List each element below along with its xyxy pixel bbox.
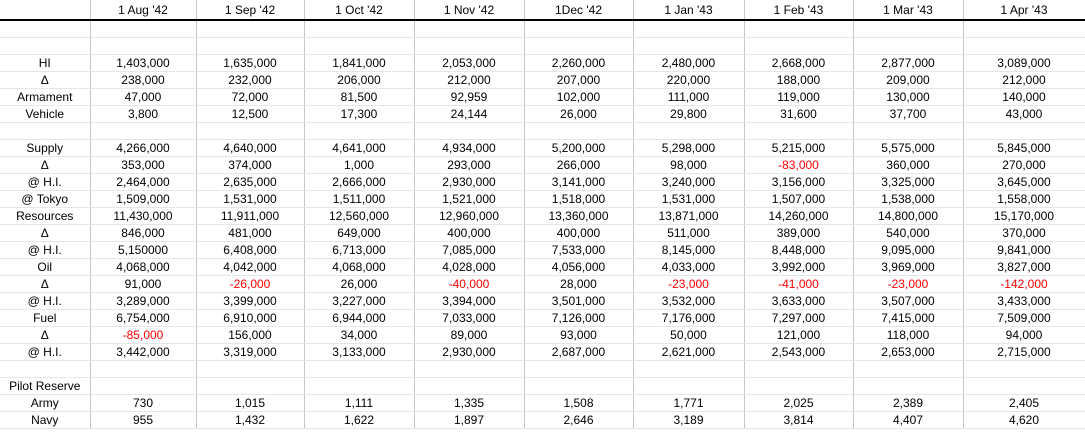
value-cell[interactable]: 955 [90,412,196,429]
value-cell[interactable]: 540,000 [853,225,963,242]
value-cell[interactable]: 2,877,000 [853,55,963,72]
empty-cell[interactable] [633,20,744,38]
empty-cell[interactable] [196,123,304,140]
header-cell[interactable]: 1 Nov '42 [414,0,524,20]
value-cell[interactable]: 7,297,000 [744,310,853,327]
empty-cell[interactable] [304,38,414,55]
table-row [0,191,1085,208]
header-cell[interactable]: 1 Aug '42 [90,0,196,20]
value-cell[interactable]: 3,633,000 [744,293,853,310]
row-label-cell[interactable]: HI [0,55,90,72]
value-cell[interactable] [304,378,414,395]
table-row [0,327,1085,344]
value-cell[interactable]: 3,501,000 [524,293,633,310]
value-cell[interactable]: 98,000 [633,157,744,174]
row-label-cell[interactable]: Army [0,395,90,412]
value-cell[interactable]: 7,085,000 [414,242,524,259]
value-cell[interactable]: 3,089,000 [963,55,1085,72]
value-cell[interactable]: 1,897 [414,412,524,429]
value-cell[interactable]: 2,687,000 [524,344,633,361]
value-cell[interactable] [744,378,853,395]
value-cell[interactable]: 3,325,000 [853,174,963,191]
value-cell[interactable]: 3,240,000 [633,174,744,191]
row-label-cell[interactable]: Supply [0,140,90,157]
value-cell[interactable]: 7,533,000 [524,242,633,259]
value-cell[interactable]: 3,227,000 [304,293,414,310]
value-cell[interactable]: 511,000 [633,225,744,242]
value-cell[interactable]: 12,560,000 [304,208,414,225]
value-cell[interactable]: -85,000 [90,327,196,344]
value-cell[interactable]: 649,000 [304,225,414,242]
empty-cell[interactable] [633,123,744,140]
table-row [0,225,1085,242]
empty-cell[interactable] [304,123,414,140]
value-cell[interactable]: 6,944,000 [304,310,414,327]
value-cell[interactable]: 11,430,000 [90,208,196,225]
row-label-cell[interactable]: Navy [0,412,90,429]
empty-cell[interactable] [853,38,963,55]
empty-cell[interactable] [414,361,524,378]
value-cell[interactable]: 2,025 [744,395,853,412]
value-cell[interactable]: 3,814 [744,412,853,429]
empty-cell[interactable] [524,20,633,38]
value-cell[interactable]: 12,960,000 [414,208,524,225]
empty-cell[interactable] [853,123,963,140]
empty-cell[interactable] [744,123,853,140]
empty-cell[interactable] [90,38,196,55]
value-cell[interactable]: -83,000 [744,157,853,174]
value-cell[interactable]: 2,480,000 [633,55,744,72]
row-label-cell[interactable]: @ H.I. [0,344,90,361]
empty-cell[interactable] [524,38,633,55]
value-cell[interactable]: 1,508 [524,395,633,412]
value-cell[interactable]: 370,000 [963,225,1085,242]
empty-cell[interactable] [0,38,90,55]
empty-cell[interactable] [744,20,853,38]
value-cell[interactable] [414,378,524,395]
value-cell[interactable]: 12,500 [196,106,304,123]
value-cell[interactable]: 3,532,000 [633,293,744,310]
value-cell[interactable]: 6,408,000 [196,242,304,259]
row-label-cell[interactable]: @ H.I. [0,174,90,191]
empty-cell[interactable] [963,38,1085,55]
value-cell[interactable]: 43,000 [963,106,1085,123]
value-cell[interactable]: 14,260,000 [744,208,853,225]
value-cell[interactable]: 121,000 [744,327,853,344]
value-cell[interactable]: 9,841,000 [963,242,1085,259]
value-cell[interactable]: 3,156,000 [744,174,853,191]
value-cell[interactable]: 89,000 [414,327,524,344]
empty-cell[interactable] [853,20,963,38]
empty-cell[interactable] [90,20,196,38]
value-cell[interactable]: 6,713,000 [304,242,414,259]
table-row [0,157,1085,174]
value-cell[interactable]: 206,000 [304,72,414,89]
value-cell[interactable]: 6,754,000 [90,310,196,327]
value-cell[interactable]: 5,845,000 [963,140,1085,157]
row-label-cell[interactable]: @ H.I. [0,242,90,259]
value-cell[interactable]: 1,335 [414,395,524,412]
value-cell[interactable]: 1,000 [304,157,414,174]
value-cell[interactable]: -142,000 [963,276,1085,293]
value-cell[interactable]: 389,000 [744,225,853,242]
value-cell[interactable]: 3,133,000 [304,344,414,361]
value-cell[interactable]: 81,500 [304,89,414,106]
value-cell[interactable]: 481,000 [196,225,304,242]
value-cell[interactable]: 1,622 [304,412,414,429]
value-cell[interactable]: 13,360,000 [524,208,633,225]
empty-cell[interactable] [963,123,1085,140]
value-cell[interactable]: 4,068,000 [304,259,414,276]
value-cell[interactable]: -23,000 [853,276,963,293]
table-row [0,293,1085,310]
empty-cell[interactable] [633,38,744,55]
value-cell[interactable]: 8,145,000 [633,242,744,259]
value-cell[interactable] [853,378,963,395]
table-row [0,89,1085,106]
value-cell[interactable]: 4,033,000 [633,259,744,276]
value-cell[interactable]: 1,771 [633,395,744,412]
value-cell[interactable]: 1,432 [196,412,304,429]
value-cell[interactable]: 3,969,000 [853,259,963,276]
blank-row [0,123,1085,140]
table-row [0,106,1085,123]
value-cell[interactable]: 1,511,000 [304,191,414,208]
value-cell[interactable]: 400,000 [414,225,524,242]
row-label-cell[interactable]: Δ [0,327,90,344]
value-cell[interactable]: 26,000 [524,106,633,123]
blank-row [0,361,1085,378]
empty-cell[interactable] [196,361,304,378]
value-cell[interactable]: 28,000 [524,276,633,293]
value-cell[interactable]: 50,000 [633,327,744,344]
value-cell[interactable]: 2,389 [853,395,963,412]
value-cell[interactable]: 119,000 [744,89,853,106]
header-row [0,0,1085,20]
value-cell[interactable] [90,378,196,395]
value-cell[interactable]: 1,841,000 [304,55,414,72]
value-cell[interactable]: 2,260,000 [524,55,633,72]
value-cell[interactable]: -23,000 [633,276,744,293]
value-cell[interactable]: 1,015 [196,395,304,412]
value-cell[interactable]: -26,000 [196,276,304,293]
value-cell[interactable]: 7,126,000 [524,310,633,327]
value-cell[interactable]: 7,176,000 [633,310,744,327]
header-cell[interactable]: 1 Mar '43 [853,0,963,20]
value-cell[interactable]: 1,111 [304,395,414,412]
value-cell[interactable]: 3,800 [90,106,196,123]
value-cell[interactable]: 72,000 [196,89,304,106]
value-cell[interactable]: 5,150000 [90,242,196,259]
value-cell[interactable]: 37,700 [853,106,963,123]
blank-row [0,20,1085,38]
value-cell[interactable]: 5,298,000 [633,140,744,157]
value-cell[interactable]: 293,000 [414,157,524,174]
value-cell[interactable]: 2,668,000 [744,55,853,72]
value-cell[interactable]: 238,000 [90,72,196,89]
value-cell[interactable]: 212,000 [963,72,1085,89]
value-cell[interactable]: 1,531,000 [196,191,304,208]
table-row [0,208,1085,225]
value-cell[interactable]: 400,000 [524,225,633,242]
value-cell[interactable]: 8,448,000 [744,242,853,259]
value-cell[interactable]: -40,000 [414,276,524,293]
value-cell[interactable]: 2,715,000 [963,344,1085,361]
value-cell[interactable]: 232,000 [196,72,304,89]
value-cell[interactable]: 4,028,000 [414,259,524,276]
table-row [0,344,1085,361]
table-row [0,72,1085,89]
row-label-cell[interactable]: Δ [0,276,90,293]
value-cell[interactable]: 846,000 [90,225,196,242]
value-cell[interactable]: 26,000 [304,276,414,293]
value-cell[interactable]: 266,000 [524,157,633,174]
value-cell[interactable]: 2,621,000 [633,344,744,361]
empty-cell[interactable] [414,38,524,55]
value-cell[interactable]: 91,000 [90,276,196,293]
value-cell[interactable]: 15,170,000 [963,208,1085,225]
row-label-cell[interactable]: Δ [0,72,90,89]
value-cell[interactable]: 7,415,000 [853,310,963,327]
empty-cell[interactable] [304,20,414,38]
value-cell[interactable]: 14,800,000 [853,208,963,225]
value-cell[interactable] [633,378,744,395]
value-cell[interactable]: 6,910,000 [196,310,304,327]
row-label-cell[interactable]: Δ [0,157,90,174]
header-cell[interactable]: 1 Apr '43 [963,0,1085,20]
header-cell[interactable] [0,0,90,20]
empty-cell[interactable] [0,20,90,38]
value-cell[interactable]: 1,531,000 [633,191,744,208]
value-cell[interactable]: 5,575,000 [853,140,963,157]
blank-row [0,38,1085,55]
value-cell[interactable]: 212,000 [414,72,524,89]
value-cell[interactable] [963,378,1085,395]
header-cell[interactable]: 1 Sep '42 [196,0,304,20]
value-cell[interactable]: 3,507,000 [853,293,963,310]
value-cell[interactable]: 4,407 [853,412,963,429]
value-cell[interactable]: 207,000 [524,72,633,89]
value-cell[interactable]: 3,289,000 [90,293,196,310]
value-cell[interactable]: 4,934,000 [414,140,524,157]
value-cell[interactable]: 118,000 [853,327,963,344]
value-cell[interactable]: 1,521,000 [414,191,524,208]
value-cell[interactable]: 2,635,000 [196,174,304,191]
value-cell[interactable]: 47,000 [90,89,196,106]
value-cell[interactable]: 209,000 [853,72,963,89]
empty-cell[interactable] [196,38,304,55]
row-label-cell[interactable]: Armament [0,89,90,106]
empty-cell[interactable] [963,361,1085,378]
table-row [0,140,1085,157]
value-cell[interactable]: 3,399,000 [196,293,304,310]
value-cell[interactable]: 374,000 [196,157,304,174]
empty-cell[interactable] [414,20,524,38]
empty-cell[interactable] [744,38,853,55]
value-cell[interactable]: 2,653,000 [853,344,963,361]
value-cell[interactable]: 3,827,000 [963,259,1085,276]
value-cell[interactable]: -41,000 [744,276,853,293]
empty-cell[interactable] [0,361,90,378]
row-label-cell[interactable]: Oil [0,259,90,276]
empty-cell[interactable] [90,361,196,378]
value-cell[interactable]: 1,518,000 [524,191,633,208]
value-cell[interactable]: 24,144 [414,106,524,123]
value-cell[interactable]: 188,000 [744,72,853,89]
empty-cell[interactable] [744,361,853,378]
value-cell[interactable]: 4,620 [963,412,1085,429]
value-cell[interactable]: 7,509,000 [963,310,1085,327]
value-cell[interactable]: 2,543,000 [744,344,853,361]
value-cell[interactable]: 3,189 [633,412,744,429]
value-cell[interactable]: 9,095,000 [853,242,963,259]
value-cell[interactable]: 2,405 [963,395,1085,412]
table-row [0,378,1085,395]
value-cell[interactable]: 5,200,000 [524,140,633,157]
empty-cell[interactable] [524,123,633,140]
table-row [0,395,1085,412]
value-cell[interactable]: 2,464,000 [90,174,196,191]
header-cell[interactable]: 1 Jan '43 [633,0,744,20]
value-cell[interactable]: 3,394,000 [414,293,524,310]
empty-cell[interactable] [304,361,414,378]
value-cell[interactable]: 4,641,000 [304,140,414,157]
value-cell[interactable]: 4,640,000 [196,140,304,157]
value-cell[interactable]: 11,911,000 [196,208,304,225]
value-cell[interactable]: 29,800 [633,106,744,123]
empty-cell[interactable] [414,123,524,140]
value-cell[interactable] [524,378,633,395]
value-cell[interactable]: 1,403,000 [90,55,196,72]
value-cell[interactable]: 4,056,000 [524,259,633,276]
value-cell[interactable]: 130,000 [853,89,963,106]
header-cell[interactable]: 1 Oct '42 [304,0,414,20]
value-cell[interactable]: 1,507,000 [744,191,853,208]
row-label-cell[interactable]: Pilot Reserve [0,378,90,395]
table-row [0,276,1085,293]
value-cell[interactable]: 3,645,000 [963,174,1085,191]
value-cell[interactable]: 156,000 [196,327,304,344]
value-cell[interactable] [196,378,304,395]
value-cell[interactable]: 140,000 [963,89,1085,106]
value-cell[interactable]: 3,433,000 [963,293,1085,310]
value-cell[interactable]: 5,215,000 [744,140,853,157]
value-cell[interactable]: 3,141,000 [524,174,633,191]
value-cell[interactable]: 270,000 [963,157,1085,174]
row-label-cell[interactable]: @ H.I. [0,293,90,310]
value-cell[interactable]: 3,319,000 [196,344,304,361]
value-cell[interactable]: 31,600 [744,106,853,123]
value-cell[interactable]: 102,000 [524,89,633,106]
table-row [0,242,1085,259]
row-label-cell[interactable]: Resources [0,208,90,225]
empty-cell[interactable] [633,361,744,378]
value-cell[interactable]: 17,300 [304,106,414,123]
value-cell[interactable]: 94,000 [963,327,1085,344]
empty-cell[interactable] [90,123,196,140]
empty-cell[interactable] [853,361,963,378]
table-row [0,55,1085,72]
header-cell[interactable]: 1 Feb '43 [744,0,853,20]
row-label-cell[interactable]: Fuel [0,310,90,327]
value-cell[interactable]: 111,000 [633,89,744,106]
value-cell[interactable]: 2,666,000 [304,174,414,191]
table-row [0,412,1085,429]
value-cell[interactable]: 2,930,000 [414,344,524,361]
table-row [0,174,1085,191]
table-row [0,310,1085,327]
empty-cell[interactable] [963,20,1085,38]
value-cell[interactable]: 2,646 [524,412,633,429]
value-cell[interactable]: 1,635,000 [196,55,304,72]
value-cell[interactable]: 3,442,000 [90,344,196,361]
value-cell[interactable]: 93,000 [524,327,633,344]
value-cell[interactable]: 4,042,000 [196,259,304,276]
value-cell[interactable]: 3,992,000 [744,259,853,276]
row-label-cell[interactable]: Δ [0,225,90,242]
value-cell[interactable]: 730 [90,395,196,412]
row-label-cell[interactable]: Vehicle [0,106,90,123]
value-cell[interactable]: 2,930,000 [414,174,524,191]
value-cell[interactable]: 2,053,000 [414,55,524,72]
value-cell[interactable]: 220,000 [633,72,744,89]
empty-cell[interactable] [196,20,304,38]
value-cell[interactable]: 1,509,000 [90,191,196,208]
value-cell[interactable]: 353,000 [90,157,196,174]
table-row [0,259,1085,276]
value-cell[interactable]: 4,266,000 [90,140,196,157]
value-cell[interactable]: 1,558,000 [963,191,1085,208]
row-label-cell[interactable]: @ Tokyo [0,191,90,208]
value-cell[interactable]: 360,000 [853,157,963,174]
value-cell[interactable]: 4,068,000 [90,259,196,276]
value-cell[interactable]: 13,871,000 [633,208,744,225]
value-cell[interactable]: 92,959 [414,89,524,106]
value-cell[interactable]: 34,000 [304,327,414,344]
value-cell[interactable]: 7,033,000 [414,310,524,327]
empty-cell[interactable] [524,361,633,378]
value-cell[interactable]: 1,538,000 [853,191,963,208]
header-cell[interactable]: 1Dec '42 [524,0,633,20]
empty-cell[interactable] [0,123,90,140]
